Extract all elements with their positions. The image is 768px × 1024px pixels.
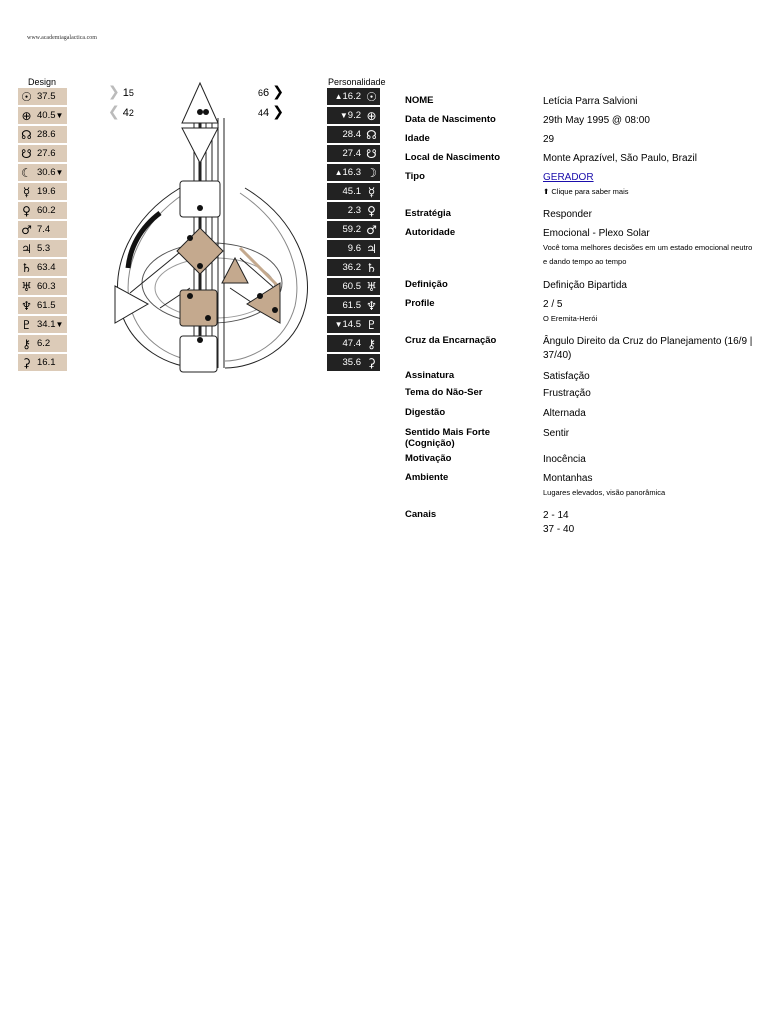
gate-value: 59.2 <box>342 224 361 235</box>
chevron-right-icon: ❯ <box>272 103 284 119</box>
personality-row <box>327 240 380 257</box>
fixation-arrow: ▼ <box>55 320 64 329</box>
planet-glyph-icon: ☉ <box>21 89 32 104</box>
info-label: Idade <box>405 133 430 144</box>
design-row <box>18 164 67 181</box>
personality-row <box>327 164 380 181</box>
fixation-arrow: ▼ <box>55 168 64 177</box>
personality-row <box>327 126 380 143</box>
planet-glyph-icon: ♀ <box>22 203 31 218</box>
arrow-right-top-a: 6 <box>258 88 264 98</box>
planet-glyph-icon: ♂ <box>366 222 377 237</box>
design-row <box>18 145 67 162</box>
planet-glyph-icon: ♅ <box>366 279 377 294</box>
arrow-left-bottom-a: 4 <box>122 107 129 119</box>
gate-value: 36.2 <box>342 262 361 273</box>
info-label: Motivação <box>405 453 452 464</box>
planet-glyph-icon: ⊕ <box>21 108 32 123</box>
info-label: Tema do Não-Ser <box>405 387 483 398</box>
design-row <box>18 107 67 124</box>
personality-row <box>327 202 380 219</box>
info-label: Tipo <box>405 171 425 182</box>
planet-glyph-icon: ☋ <box>21 146 32 161</box>
gate-value: 5.3 <box>37 243 51 254</box>
personality-row <box>327 278 380 295</box>
site-url: www.academiagalactica.com <box>27 35 97 41</box>
personality-row <box>327 88 380 105</box>
design-row <box>18 259 67 276</box>
gate-value: 9.2 <box>347 110 361 121</box>
info-label: Assinatura <box>405 370 455 381</box>
fixation-arrow: ▲ <box>334 92 343 101</box>
personality-row <box>327 107 380 124</box>
gate-value: 47.4 <box>342 338 361 349</box>
tipo-hint: ⬆ Clique para saber mais <box>543 187 629 196</box>
planet-glyph-icon: ☉ <box>366 89 377 104</box>
gate-value: 2.3 <box>347 205 361 216</box>
gate-value: 6.2 <box>37 338 51 349</box>
info-value-wrap <box>543 227 753 269</box>
gate-value: 37.5 <box>37 91 56 102</box>
info-value: Montanhas <box>543 473 593 484</box>
personality-row <box>327 183 380 200</box>
gate-value: 28.4 <box>342 129 361 140</box>
planet-glyph-icon: ☊ <box>366 127 377 142</box>
fixation-arrow: ▼ <box>334 320 343 329</box>
gate-value: 27.6 <box>37 148 56 159</box>
arrow-right-bottom-b: 4 <box>263 107 270 119</box>
gate-value: 19.6 <box>37 186 56 197</box>
gate-value: 61.5 <box>342 300 361 311</box>
arrow-left-top-a: 1 <box>122 87 129 99</box>
planet-glyph-icon: ♆ <box>21 298 32 313</box>
gate-value: 16.2 <box>342 91 361 102</box>
info-value: Satisfação <box>543 371 590 382</box>
ambiente-note: Lugares elevados, visão panorâmica <box>543 488 666 497</box>
profile-note: O Eremita-Herói <box>543 314 598 323</box>
fixation-arrow: ▼ <box>55 111 64 120</box>
planet-glyph-icon: ⊕ <box>366 108 377 123</box>
planet-glyph-icon: ♄ <box>366 260 377 275</box>
arrow-right-top-b: 6 <box>263 87 270 99</box>
personality-row <box>327 221 380 238</box>
gate-value: 7.4 <box>37 224 51 235</box>
gate-value: 40.5 <box>37 110 56 121</box>
info-label: Data de Nascimento <box>405 114 496 125</box>
planet-glyph-icon: ⚳ <box>22 355 31 370</box>
arrow-left-top-b: 5 <box>128 88 134 98</box>
planet-glyph-icon: ♂ <box>21 222 32 237</box>
gate-value: 28.6 <box>37 129 56 140</box>
info-value-wrap <box>543 298 753 326</box>
design-row <box>18 126 67 143</box>
info-value: Letícia Parra Salvioni <box>543 96 638 107</box>
personality-row <box>327 145 380 162</box>
info-value-wrap <box>543 509 753 537</box>
info-label: Local de Nascimento <box>405 152 501 163</box>
gate-value: 60.5 <box>342 281 361 292</box>
design-column <box>18 88 67 373</box>
gate-value: 9.6 <box>347 243 361 254</box>
info-value: 2 / 5 <box>543 299 563 310</box>
info-value: Alternada <box>543 408 586 419</box>
fixation-arrow: ▼ <box>339 111 348 120</box>
planet-glyph-icon: ☊ <box>21 127 32 142</box>
design-row <box>18 316 67 333</box>
info-value: Emocional - Plexo Solar <box>543 228 650 239</box>
info-label: NOME <box>405 95 434 106</box>
info-label: Digestão <box>405 407 446 418</box>
chevron-left-icon: ❮ <box>108 103 120 119</box>
tipo-link[interactable]: GERADOR <box>543 172 594 183</box>
info-label: Definição <box>405 279 448 290</box>
personality-row <box>327 259 380 276</box>
design-row <box>18 354 67 371</box>
planet-glyph-icon: ⚳ <box>367 355 376 370</box>
info-label: Autoridade <box>405 227 456 238</box>
info-value: Sentir <box>543 428 570 439</box>
gate-value: 35.6 <box>342 357 361 368</box>
design-title: Design <box>28 77 57 87</box>
info-label: Canais <box>405 509 437 520</box>
canal-2: 37 - 40 <box>543 524 575 535</box>
info-label: Ambiente <box>405 472 449 483</box>
planet-glyph-icon: ♃ <box>366 241 377 256</box>
gate-value: 14.5 <box>342 319 361 330</box>
planet-glyph-icon: ☿ <box>367 184 376 199</box>
design-row <box>18 221 67 238</box>
gate-value: 34.1 <box>37 319 56 330</box>
design-row <box>18 335 67 352</box>
gate-value: 60.2 <box>37 205 56 216</box>
info-value: Monte Aprazível, São Paulo, Brazil <box>543 153 697 164</box>
design-row <box>18 88 67 105</box>
personality-row <box>327 316 380 333</box>
info-label: Estratégia <box>405 208 451 219</box>
info-value: 29th May 1995 @ 08:00 <box>543 115 650 126</box>
info-value: Frustração <box>543 388 591 399</box>
gate-value: 63.4 <box>37 262 56 273</box>
design-row <box>18 278 67 295</box>
planet-glyph-icon: ♄ <box>21 260 32 275</box>
canal-1: 2 - 14 <box>543 510 569 521</box>
gate-value: 27.4 <box>342 148 361 159</box>
info-label: Profile <box>405 298 435 309</box>
personality-row <box>327 297 380 314</box>
info-value-wrap <box>543 171 753 199</box>
gate-value: 30.6 <box>37 167 56 178</box>
gate-value: 60.3 <box>37 281 56 292</box>
personality-row <box>327 354 380 371</box>
info-label: Cruz da Encarnação <box>405 335 497 346</box>
info-value: Inocência <box>543 454 586 465</box>
gate-value: 45.1 <box>342 186 361 197</box>
planet-glyph-icon: ♆ <box>366 298 377 313</box>
planet-glyph-icon: ♀ <box>367 203 376 218</box>
info-value: Definição Bipartida <box>543 280 627 291</box>
gate-value: 16.3 <box>342 167 361 178</box>
planet-glyph-icon: ♇ <box>21 317 32 332</box>
personality-title: Personalidade <box>328 77 386 87</box>
autoridade-note: Você toma melhores decisões em um estado emocional neutro e dando tempo ao tempo <box>543 243 753 266</box>
planet-glyph-icon: ⚷ <box>22 336 31 351</box>
planet-glyph-icon: ☋ <box>366 146 377 161</box>
bodygraph-diagram <box>100 78 325 378</box>
planet-glyph-icon: ♃ <box>21 241 32 256</box>
chevron-right-icon: ❯ <box>272 83 284 99</box>
personality-row <box>327 335 380 352</box>
arrow-right-bottom-a: 4 <box>258 108 264 118</box>
info-value-wrap <box>543 472 753 500</box>
fixation-arrow: ▲ <box>334 168 343 177</box>
chevron-right-icon: ❯ <box>108 83 120 99</box>
planet-glyph-icon: ☽ <box>366 165 377 180</box>
gate-value: 61.5 <box>37 300 56 311</box>
design-row <box>18 240 67 257</box>
planet-glyph-icon: ⚷ <box>367 336 376 351</box>
planet-glyph-icon: ♅ <box>21 279 32 294</box>
personality-column <box>327 88 380 373</box>
arrow-left-bottom-b: 2 <box>128 108 134 118</box>
info-value: Ângulo Direito da Cruz do Planejamento (16/9 | 37/40) <box>543 336 753 361</box>
gate-value: 16.1 <box>37 357 56 368</box>
info-label: Sentido Mais Forte (Cognição) <box>405 427 490 449</box>
design-row <box>18 202 67 219</box>
planet-glyph-icon: ♇ <box>366 317 377 332</box>
planet-glyph-icon: ☿ <box>22 184 31 199</box>
info-value: 29 <box>543 134 555 145</box>
design-row <box>18 297 67 314</box>
info-value: Responder <box>543 209 592 220</box>
planet-glyph-icon: ☾ <box>21 165 32 180</box>
design-row <box>18 183 67 200</box>
